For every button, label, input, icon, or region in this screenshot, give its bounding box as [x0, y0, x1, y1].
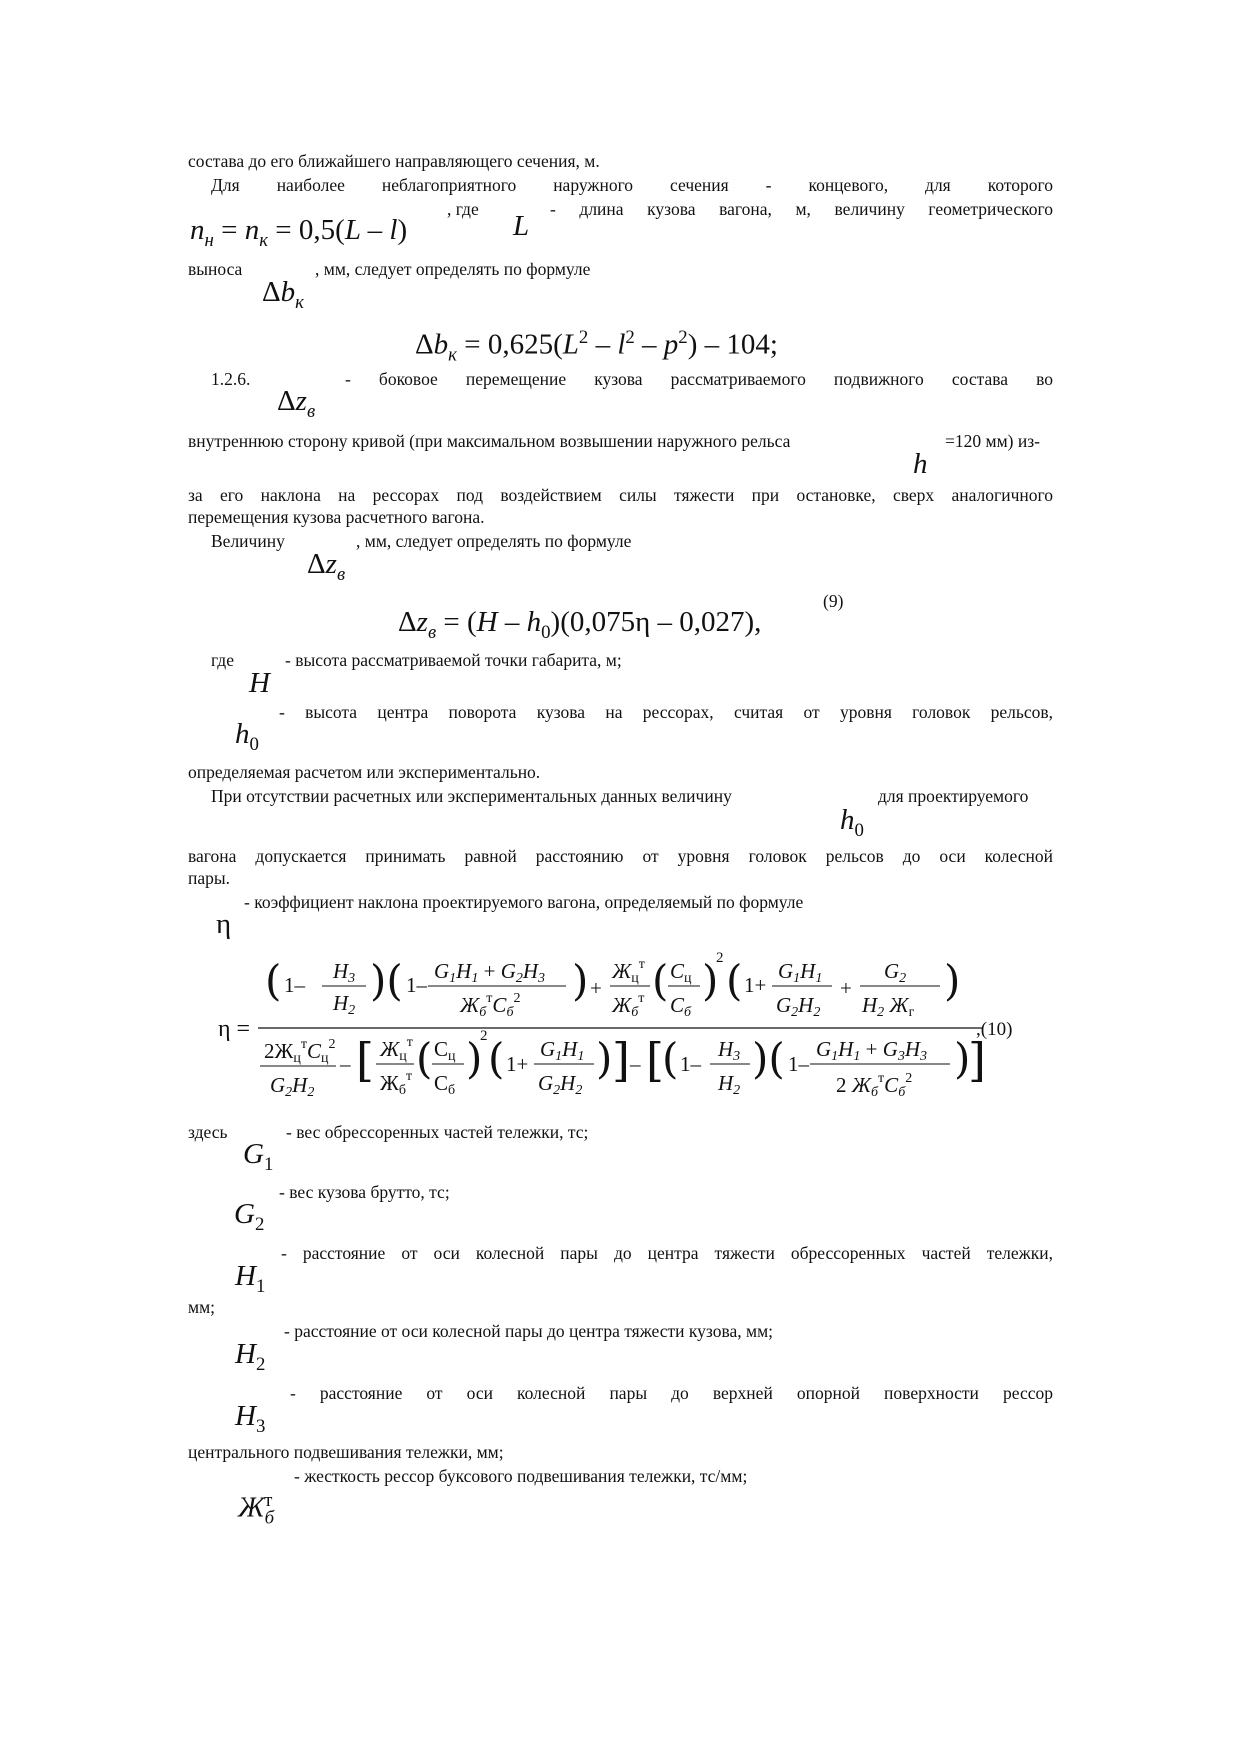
svg-text:): ): [466, 1034, 483, 1083]
text-line: здесь: [188, 1122, 228, 1142]
svg-text:): ): [702, 956, 719, 1005]
formula-Zh-b-t: $Ж_б^т$: [238, 1490, 275, 1529]
text-line: , мм, следует определять по формуле: [356, 531, 632, 551]
svg-text:1–: 1–: [680, 1052, 701, 1076]
svg-text:Жбт: $Жб^т$: [380, 1069, 413, 1098]
text-line: - жесткость рессор буксового подвешивания тележки, тс/мм;: [294, 1466, 748, 1486]
text-line: для проектируемого: [878, 786, 1029, 806]
formula-delta-bk: $\Delta b_к$: [262, 276, 304, 313]
text-line: =120 мм) из-: [945, 431, 1040, 451]
svg-text:2: 2: [480, 1028, 488, 1044]
formula-G2: $G_2$: [234, 1198, 265, 1235]
formula-delta-zv: $\Delta z_в$: [277, 385, 316, 422]
text-line: - расстояние от оси колесной пары до центра тяжести кузова, мм;: [284, 1321, 774, 1341]
text-line: - высота центра поворота кузова на рессорах, считая от уровня головок рельсов,: [279, 702, 1053, 722]
text-line: - расстояние от оси колесной пары до верхней опорной поверхности рессор: [290, 1383, 1053, 1403]
text-line: , где: [447, 199, 479, 219]
svg-text:2ЖцтCц2: $2Жц^тCц^2$: [264, 1037, 336, 1066]
text-line: - коэффициент наклона проектируемого вагона, определяемый по формуле: [244, 892, 804, 912]
svg-text:H2: H2: [718, 1071, 741, 1098]
svg-text:H2: H2: [333, 991, 356, 1018]
svg-text:(: (: [662, 1034, 679, 1083]
text-line: мм;: [188, 1297, 216, 1317]
formula-H1: $H_1$: [235, 1260, 266, 1297]
svg-text:Жбт: $Жб^т$: [612, 991, 645, 1020]
formula-L: L: [513, 210, 530, 242]
text-line: пары.: [188, 868, 231, 888]
text-line: - длина кузова вагона, м, величину геометрического: [550, 199, 1053, 219]
svg-text:1–: 1–: [284, 973, 305, 997]
svg-text:(: (: [265, 956, 282, 1005]
svg-text:G2H2: G2H2: [776, 993, 821, 1020]
text-line: Величину: [211, 531, 285, 551]
svg-text:–: –: [630, 1052, 641, 1076]
formula-nn: $n_н = n_к = 0,5(L - l)$: [190, 214, 408, 251]
text-line: - боковое перемещение кузова рассматриваемого подвижного состава во: [345, 369, 1053, 389]
svg-text:): ): [954, 1034, 971, 1083]
svg-text:–: –: [340, 1052, 351, 1076]
svg-text:G2H2: G2H2: [538, 1071, 583, 1098]
svg-text:1+: 1+: [744, 973, 767, 997]
text-line: , мм, следует определять по формуле: [315, 259, 591, 279]
svg-text:): ): [572, 956, 589, 1005]
formula-eta-eq: [210, 940, 1030, 1120]
svg-text:G1H1: G1H1: [778, 959, 823, 986]
text-line: вагона допускается принимать равной расстоянию от уровня головок рельсов до оси колесной: [188, 846, 1053, 866]
text-line: где: [211, 650, 234, 670]
text-line: перемещения кузова расчетного вагона.: [188, 507, 485, 527]
svg-text:Cб: Cб: [670, 993, 692, 1020]
formula-eta: η: [216, 908, 232, 940]
text-line: определяемая расчетом или экспериментально.: [188, 762, 541, 782]
text-line: - вес обрессоренных частей тележки, тс;: [286, 1122, 589, 1142]
svg-text:H3: H3: [333, 959, 356, 986]
svg-text:H2 Жг: H2 Жг: [862, 993, 915, 1020]
svg-text:1–: 1–: [406, 973, 427, 997]
text-line: - высота рассматриваемой точки габарита, м;: [285, 650, 622, 670]
svg-text:Cб: Cб: [434, 1071, 456, 1098]
text-line: выноса: [188, 259, 243, 279]
text-line: центрального подвешивания тележки, мм;: [188, 1442, 504, 1462]
svg-text:2 ЖбтCб2: 2 $Жб^тCб^2$: [836, 1071, 913, 1100]
svg-text:2: 2: [716, 950, 724, 966]
formula-H: H: [249, 667, 270, 699]
text-line: При отсутствии расчетных или экспериментальных данных величину: [211, 786, 732, 806]
svg-text:Жцт: $Жц^т$: [380, 1035, 413, 1064]
svg-text:]: ]: [612, 1033, 630, 1087]
svg-text:G1H1: G1H1: [540, 1037, 585, 1064]
svg-text:ЖбтCб2: $Жб^тCб^2$: [460, 991, 521, 1020]
text-line: 1.2.6.: [211, 369, 251, 389]
equation-number: ,(10): [976, 1019, 1013, 1040]
svg-text:η =: η =: [218, 1016, 251, 1042]
formula-H3: $H_3$: [235, 1400, 266, 1437]
svg-text:G2H2: G2H2: [270, 1073, 315, 1100]
formula-delta-zv-eq: $\Delta z_в = (H - h_0)(0,075\eta - 0,027)$,: [398, 606, 762, 643]
formula-G1: $G_1$: [243, 1138, 274, 1175]
svg-text:(: (: [488, 1034, 505, 1083]
svg-text:+: +: [840, 976, 852, 1000]
text-line: внутреннюю сторону кривой (при максимальном возвышении наружного рельса: [188, 431, 791, 451]
svg-text:(: (: [416, 1034, 433, 1083]
svg-text:1+: 1+: [506, 1052, 529, 1076]
svg-text:1–: 1–: [788, 1052, 809, 1076]
text-line: - вес кузова брутто, тс;: [279, 1182, 450, 1202]
text-line: за его наклона на рессорах под воздействием силы тяжести при остановке, сверх аналогичного: [188, 485, 1053, 505]
svg-text:[: [: [646, 1033, 664, 1087]
svg-text:Cц: Cц: [434, 1037, 456, 1064]
svg-text:G1H1 + G2H3: G1H1 + G2H3: [434, 959, 546, 986]
svg-text:+: +: [590, 976, 602, 1000]
svg-text:): ): [944, 956, 961, 1005]
svg-text:H3: H3: [718, 1037, 741, 1064]
formula-H2: $H_2$: [235, 1338, 266, 1375]
svg-text:(: (: [652, 956, 669, 1005]
formula-h0: $h_0$: [235, 718, 259, 755]
svg-text:)(: )(: [752, 1034, 785, 1083]
svg-text:G2: G2: [884, 959, 907, 986]
text-line: - расстояние от оси колесной пары до центра тяжести обрессоренных частей тележки,: [281, 1243, 1053, 1263]
formula-delta-zv: $\Delta z_в$: [307, 548, 346, 585]
svg-text:G1H1 + G3H3: G1H1 + G3H3: [816, 1037, 928, 1064]
text-line: Для наиболее неблагоприятного наружного сечения - концевого, для которого: [211, 175, 1053, 195]
svg-text:)(: )(: [370, 956, 403, 1005]
formula-h0: $h_0$: [840, 804, 864, 841]
formula-delta-bk-eq: $\Delta b_к = 0,625(L^2 - l^2 - p^2) - 104$;: [415, 327, 778, 366]
formula-h: h: [913, 448, 928, 480]
text-line: состава до его ближайшего направляющего сечения, м.: [188, 151, 600, 171]
svg-text:): ): [596, 1034, 613, 1083]
svg-text:[: [: [356, 1033, 374, 1087]
svg-text:Cц: Cц: [670, 959, 692, 986]
equation-number: (9): [823, 591, 844, 611]
svg-text:]: ]: [968, 1033, 986, 1087]
svg-text:Жцт: $Жц^т$: [612, 957, 645, 986]
svg-text:(: (: [726, 956, 743, 1005]
